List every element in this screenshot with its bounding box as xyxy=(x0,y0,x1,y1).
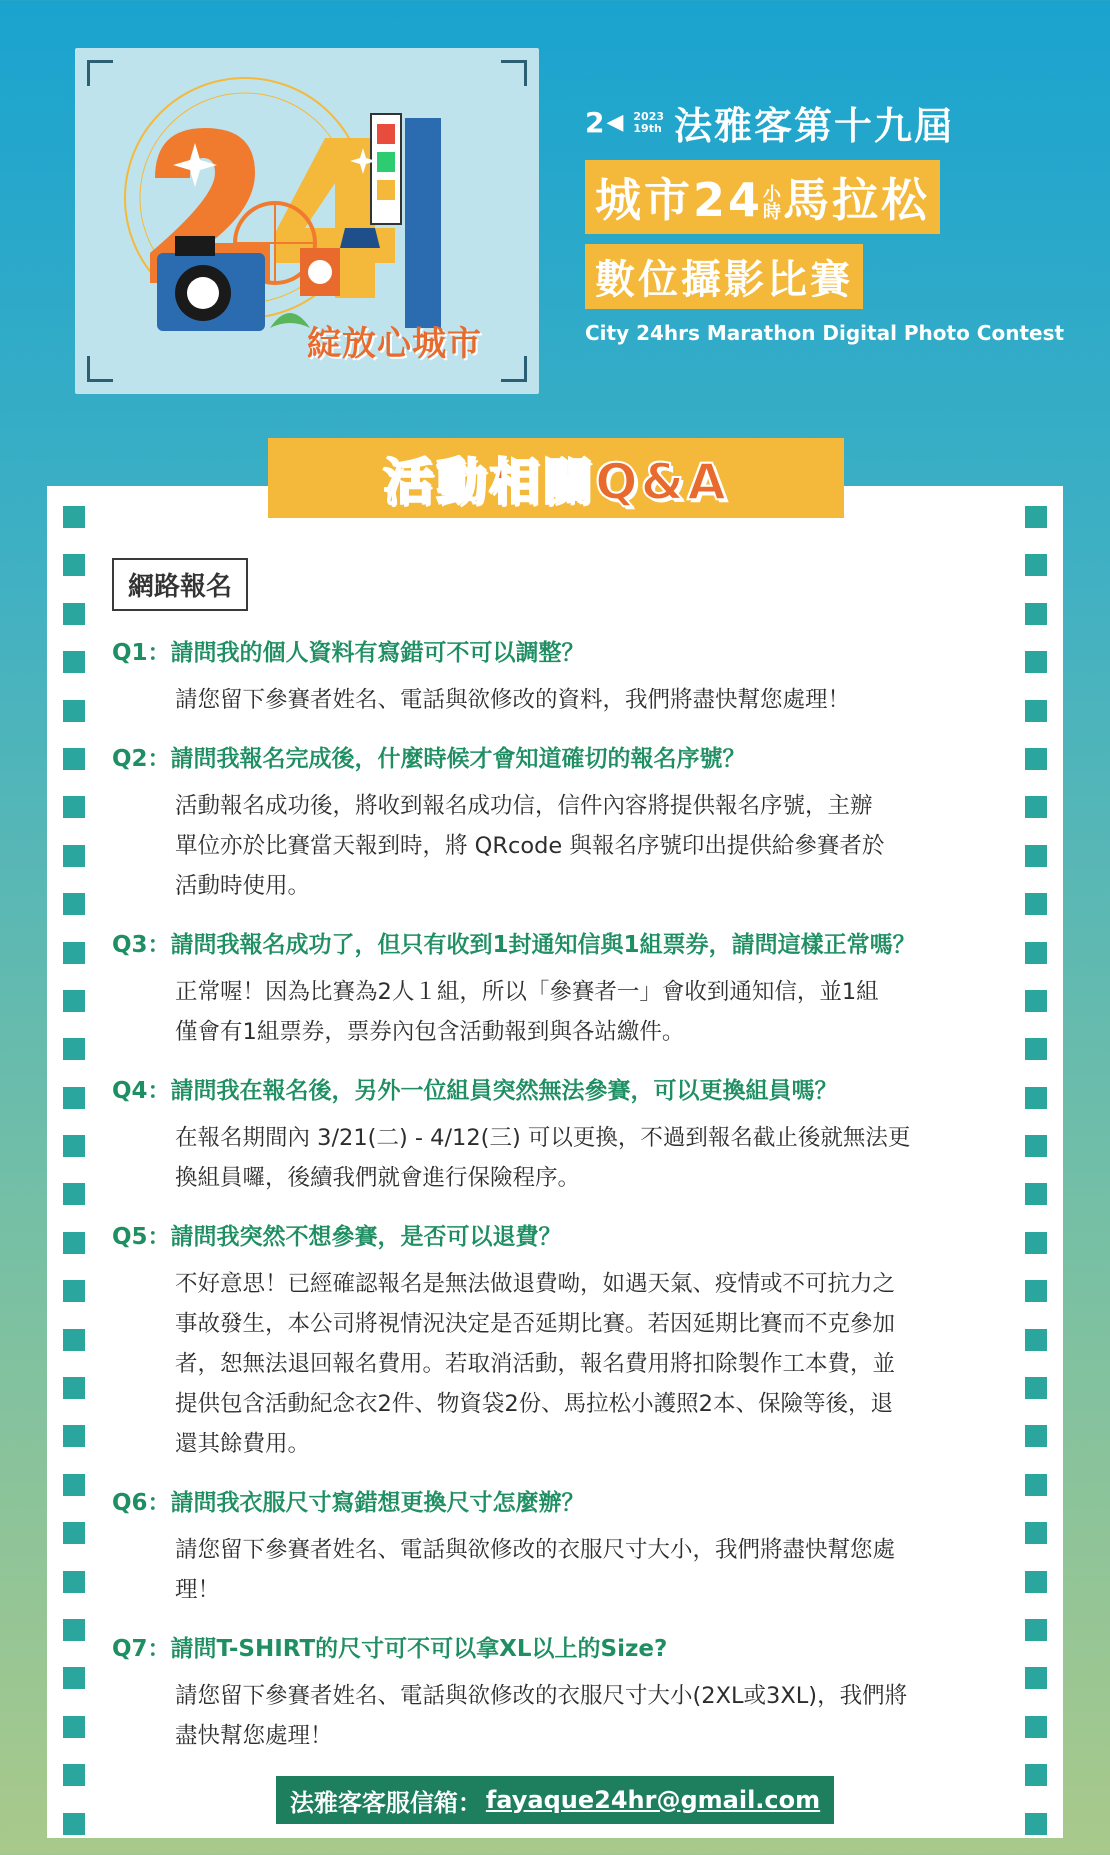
answer-line: 請您留下參賽者姓名、電話與欲修改的衣服尺寸大小(2XL或3XL)，我們將 xyxy=(175,1683,908,1709)
answer-line: 換組員囉，後續我們就會進行保險程序。 xyxy=(175,1165,581,1191)
qa-banner-title: 活動相關Q&A xyxy=(383,453,729,511)
question: Q1：請問我的個人資料有寫錯可不可以調整？ xyxy=(112,640,585,666)
answer-line: 僅會有1組票券，票券內包含活動報到與各站繳件。 xyxy=(175,1019,685,1045)
qa-item xyxy=(112,636,992,720)
title-event-small: 小時 xyxy=(763,183,785,223)
answer-line: 事故發生，本公司將視情況決定是否延期比賽。若因延期比賽而不克參加 xyxy=(175,1311,896,1337)
answer-line: 理！ xyxy=(175,1577,221,1603)
title-event-a: 城市24 xyxy=(595,173,764,227)
answer-line: 單位亦於比賽當天報到時，將 QRcode 與報名序號印出提供給參賽者於 xyxy=(175,833,885,859)
title-event-b: 馬拉松 xyxy=(783,173,931,227)
question: Q6：請問我衣服尺寸寫錯想更換尺寸怎麼辦？ xyxy=(112,1490,585,1516)
title-main: 法雅客第十九屆 xyxy=(674,104,955,148)
title-english: City 24hrs Marathon Digital Photo Contest xyxy=(585,321,1065,345)
question: Q5：請問我突然不想參賽，是否可以退費？ xyxy=(112,1224,562,1250)
artwork-slogan: 綻放心城市 xyxy=(307,324,482,364)
frame-corner xyxy=(501,60,527,86)
answer xyxy=(112,680,992,720)
answer-line: 活動時使用。 xyxy=(175,873,311,899)
answer xyxy=(112,1264,992,1464)
qa-card xyxy=(47,486,1063,1838)
answer xyxy=(112,972,992,1052)
qa-item xyxy=(112,928,992,1052)
title-event-chip xyxy=(585,160,940,234)
qa-item xyxy=(112,1632,992,1756)
qa-item xyxy=(112,742,992,906)
answer-line: 盡快幫您處理！ xyxy=(175,1723,333,1749)
answer-line: 請您留下參賽者姓名、電話與欲修改的資料，我們將盡快幫您處理！ xyxy=(175,687,851,713)
frame-corner xyxy=(87,356,113,382)
answer xyxy=(112,786,992,906)
title-contest-chip: 數位攝影比賽 xyxy=(585,244,863,309)
frame-corner xyxy=(87,60,113,86)
contest-key-visual xyxy=(75,48,539,394)
section-title-online-registration: 網路報名 xyxy=(112,558,248,611)
question: Q4：請問我在報名後，另外一位組員突然無法參賽，可以更換組員嗎？ xyxy=(112,1078,838,1104)
answer-line: 在報名期間內 3/21(二) - 4/12(三) 可以更換，不過到報名截止後就無法更 xyxy=(175,1125,911,1151)
question: Q3：請問我報名成功了，但只有收到1封通知信與1組票券，請問這樣正常嗎？ xyxy=(112,932,916,958)
qa-item xyxy=(112,1220,992,1464)
film-perforation-left xyxy=(63,506,85,1855)
answer xyxy=(112,1676,992,1756)
answer-line: 還其餘費用。 xyxy=(175,1431,311,1457)
logo-edition: 19th xyxy=(633,121,662,135)
answer-line: 不好意思！已經確認報名是無法做退費呦，如遇天氣、疫情或不可抗力之 xyxy=(175,1271,896,1297)
frame-corner xyxy=(501,356,527,382)
qa-item xyxy=(112,1486,992,1610)
answer-line: 活動報名成功後，將收到報名成功信，信件內容將提供報名序號，主辦 xyxy=(175,793,873,819)
answer-line: 請您留下參賽者姓名、電話與欲修改的衣服尺寸大小，我們將盡快幫您處 xyxy=(175,1537,896,1563)
contest-title-block xyxy=(585,95,1065,345)
logo-arrow-icon: ◀ xyxy=(606,110,624,135)
logo-number: 2 xyxy=(585,106,605,139)
email-link[interactable]: fayaque24hr@gmail.com xyxy=(485,1786,821,1814)
event-logo xyxy=(585,106,623,139)
logo-year xyxy=(633,111,664,135)
question: Q2：請問我報名完成後，什麼時候才會知道確切的報名序號？ xyxy=(112,746,746,772)
qa-banner xyxy=(268,438,844,518)
answer xyxy=(112,1530,992,1610)
qa-item xyxy=(112,1074,992,1198)
film-perforation-right xyxy=(1025,506,1047,1855)
answer xyxy=(112,1118,992,1198)
question: Q7：請問T-SHIRT的尺寸可不可以拿XL以上的Size? xyxy=(112,1636,668,1662)
answer-line: 正常喔！因為比賽為2人１組，所以「參賽者一」會收到通知信，並1組 xyxy=(175,979,879,1005)
answer-line: 提供包含活動紀念衣2件、物資袋2份、馬拉松小護照2本、保險等後，退 xyxy=(175,1391,893,1417)
qa-list xyxy=(112,636,992,1778)
logo-year-number: 2023 xyxy=(633,109,665,123)
email-label: 法雅客客服信箱： xyxy=(289,1788,482,1817)
customer-service-email xyxy=(276,1776,834,1824)
answer-line: 者，恕無法退回報名費用。若取消活動，報名費用將扣除製作工本費，並 xyxy=(175,1351,896,1377)
